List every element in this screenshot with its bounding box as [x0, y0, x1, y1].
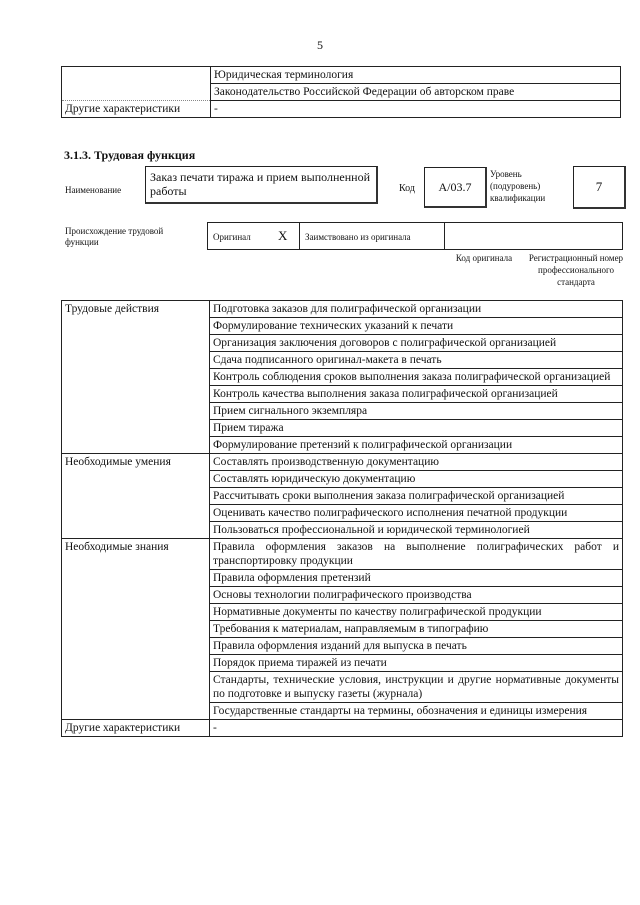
table-row: [62, 84, 621, 101]
reg-number-label: Регистрационный номер профессионального стандарта: [528, 253, 624, 287]
table-row: [62, 67, 621, 84]
section-item: Правила оформления претензий: [210, 570, 623, 587]
reg-number-box: [514, 222, 623, 250]
section-title: 3.1.3. Трудовая функция: [64, 148, 196, 162]
section-item: Требования к материалам, направляемым в типографию: [210, 621, 623, 638]
table-row: [62, 101, 621, 118]
original-box: [207, 222, 301, 250]
code-original-label: Код оригинала: [455, 253, 513, 263]
section-item: Организация заключения договоров с полиграфической организацией: [210, 335, 623, 352]
section-item: Подготовка заказов для полиграфической организации: [210, 301, 623, 318]
borrowed-box: [299, 222, 446, 250]
section-item: Порядок приема тиражей из печати: [210, 655, 623, 672]
row-value: -: [211, 101, 621, 118]
row-value: Законодательство Российской Федерации об авторском праве: [211, 84, 621, 101]
section-item: Составлять юридическую документацию: [210, 471, 623, 488]
section-label: Трудовые действия: [62, 301, 210, 454]
table-row: [62, 539, 623, 570]
original-code-box: [444, 222, 515, 250]
function-table: [61, 300, 623, 737]
table-row: [62, 720, 623, 737]
borrowed-label: Заимствовано из оригинала: [305, 232, 411, 242]
code-label: Код: [399, 183, 415, 194]
section-item: Рассчитывать сроки выполнения заказа полиграфической организацией: [210, 488, 623, 505]
section-label: Необходимые умения: [62, 454, 210, 539]
section-item: Контроль качества выполнения заказа полиграфической организацией: [210, 386, 623, 403]
section-item: Сдача подписанного оригинал-макета в печать: [210, 352, 623, 369]
section-item: Контроль соблюдения сроков выполнения заказа полиграфической организацией: [210, 369, 623, 386]
row-label: Другие характеристики: [62, 101, 211, 118]
page-number: 5: [317, 38, 323, 52]
origin-label: Происхождение трудовой функции: [65, 226, 164, 247]
name-label: Наименование: [65, 185, 122, 195]
level-value: 7: [573, 166, 626, 209]
section-item: Пользоваться профессиональной и юридической терминологией: [210, 522, 623, 539]
section-item: Прием тиража: [210, 420, 623, 437]
section-item: Формулирование технических указаний к печати: [210, 318, 623, 335]
section-item: Правила оформления заказов на выполнение полиграфических работ и транспортировку продукции: [210, 539, 623, 570]
name-value: Заказ печати тиража и прием выполненной работы: [145, 166, 378, 204]
section-label: Необходимые знания: [62, 539, 210, 720]
section-item: Составлять производственную документацию: [210, 454, 623, 471]
original-mark: X: [278, 228, 288, 243]
section-item: Оценивать качество полиграфического исполнения печатной продукции: [210, 505, 623, 522]
section-item: Прием сигнального экземпляра: [210, 403, 623, 420]
row-label: [62, 67, 211, 84]
level-label: Уровень (подуровень) квалификации: [490, 169, 546, 203]
original-label: Оригинал: [213, 232, 251, 242]
code-value: A/03.7: [424, 167, 487, 208]
section-item: -: [210, 720, 623, 737]
section-item: Формулирование претензий к полиграфической организации: [210, 437, 623, 454]
section-item: Основы технологии полиграфического производства: [210, 587, 623, 604]
section-label: Другие характеристики: [62, 720, 210, 737]
continuation-table: [61, 66, 621, 118]
section-item: Правила оформления изданий для выпуска в печать: [210, 638, 623, 655]
row-label: [62, 84, 211, 101]
section-item: Стандарты, технические условия, инструкции и другие нормативные документы по подготовке и выпуску газеты (журнала): [210, 672, 623, 703]
row-value: Юридическая терминология: [211, 67, 621, 84]
table-row: [62, 301, 623, 318]
table-row: [62, 454, 623, 471]
section-item: Нормативные документы по качеству полиграфической продукции: [210, 604, 623, 621]
section-item: Государственные стандарты на термины, обозначения и единицы измерения: [210, 703, 623, 720]
